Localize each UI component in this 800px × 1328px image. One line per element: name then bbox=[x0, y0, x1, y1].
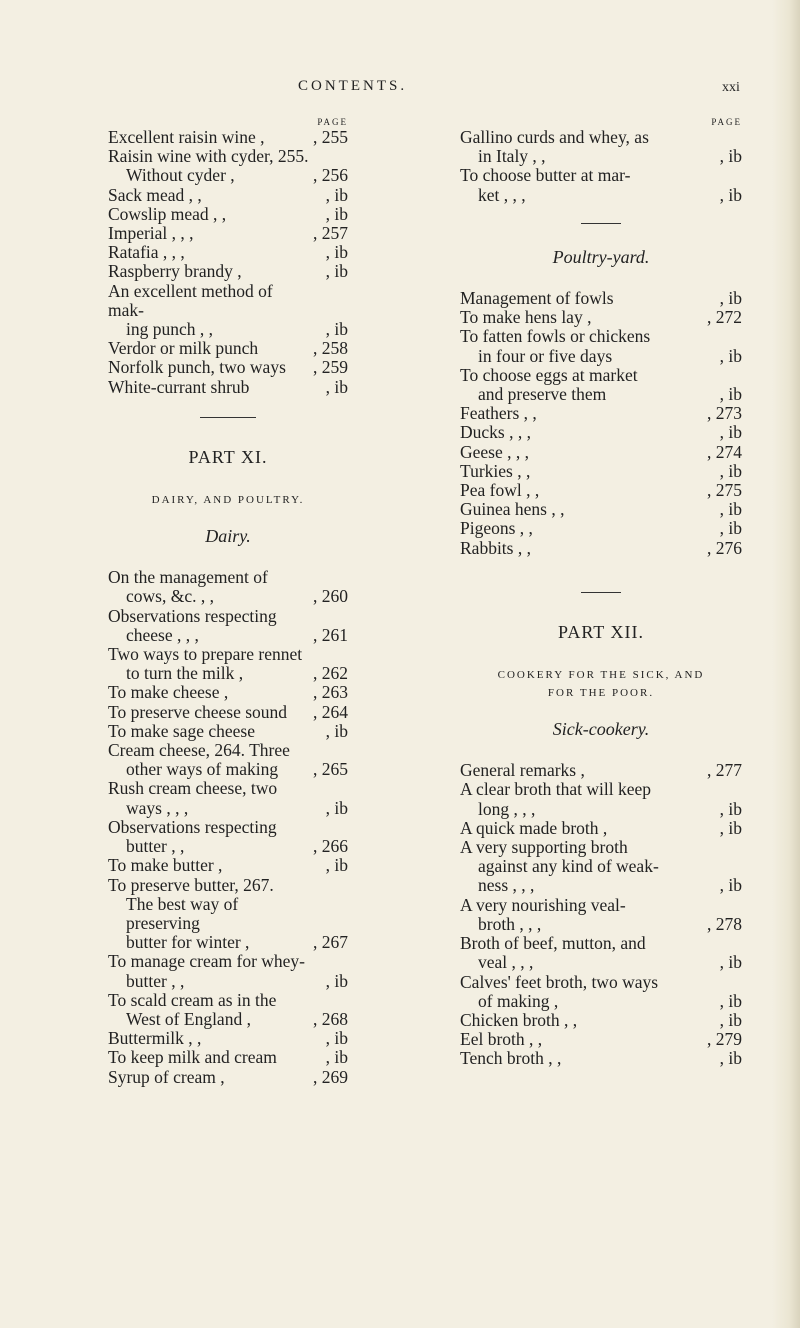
toc-entry bbox=[108, 645, 348, 664]
toc-entry bbox=[108, 837, 348, 856]
part-subtitle: DAIRY, AND POULTRY. bbox=[151, 494, 305, 507]
left-column bbox=[108, 116, 348, 1087]
entry-page: , ib bbox=[719, 345, 742, 366]
entry-title: Raspberry brandy , bbox=[108, 261, 242, 282]
entry-title: Geese , , , bbox=[460, 441, 530, 462]
entry-page: , ib bbox=[719, 460, 742, 481]
entry-title: ness , , , bbox=[478, 875, 535, 896]
toc-entry bbox=[460, 838, 742, 857]
toc-entry bbox=[460, 973, 742, 992]
entry-title: Excellent raisin wine , bbox=[108, 127, 265, 147]
page-column-label: PAGE bbox=[317, 117, 348, 127]
entry-title: Turkies , , bbox=[460, 460, 531, 481]
entry-title: The best way of preserving bbox=[126, 893, 239, 933]
entry-page: , ib bbox=[719, 1048, 742, 1069]
entry-title: butter , , bbox=[126, 970, 185, 991]
entry-list-dairy bbox=[108, 568, 348, 1086]
entry-title: veal , , , bbox=[478, 952, 534, 973]
entry-page: , 263 bbox=[313, 682, 348, 703]
entry-title: in Italy , , bbox=[478, 146, 546, 167]
entry-title: broth , , , bbox=[478, 913, 542, 934]
toc-entry bbox=[108, 607, 348, 626]
toc-entry bbox=[460, 166, 742, 185]
entry-page: , ib bbox=[719, 1009, 742, 1030]
entry-title: To choose butter at mar- bbox=[460, 165, 631, 186]
entry-list-top-right bbox=[460, 128, 742, 205]
toc-entry bbox=[108, 1010, 348, 1029]
toc-entry bbox=[460, 481, 742, 500]
entry-title: General remarks , bbox=[460, 760, 585, 781]
entry-title: against any kind of weak- bbox=[478, 856, 659, 877]
toc-entry bbox=[108, 147, 348, 166]
toc-entry bbox=[108, 128, 348, 147]
entry-page: , ib bbox=[719, 422, 742, 443]
toc-entry bbox=[108, 991, 348, 1010]
entry-title: Without cyder , bbox=[126, 165, 235, 186]
toc-entry bbox=[460, 934, 742, 953]
entry-page: , ib bbox=[719, 798, 742, 819]
entry-page: , ib bbox=[719, 952, 742, 973]
entry-title: other ways of making bbox=[126, 759, 279, 780]
entry-page: , ib bbox=[719, 875, 742, 896]
entry-title: butter for winter , bbox=[126, 932, 250, 953]
entry-page: , ib bbox=[325, 797, 348, 818]
entry-page: , 259 bbox=[313, 357, 348, 378]
entry-title: Chicken broth , , bbox=[460, 1009, 578, 1030]
toc-entry bbox=[460, 443, 742, 462]
toc-entry bbox=[108, 262, 348, 281]
toc-entry bbox=[108, 282, 348, 320]
entry-page: , 267 bbox=[313, 932, 348, 953]
toc-entry bbox=[460, 761, 742, 780]
entry-title: To preserve butter, 267. bbox=[108, 874, 274, 895]
entry-title: ket , , , bbox=[478, 184, 526, 205]
toc-entry bbox=[108, 626, 348, 645]
toc-entry bbox=[108, 933, 348, 952]
toc-entry bbox=[460, 992, 742, 1011]
entry-page: , ib bbox=[325, 242, 348, 263]
toc-entry bbox=[460, 819, 742, 838]
entry-page: , ib bbox=[325, 970, 348, 991]
entry-page: , 258 bbox=[313, 338, 348, 359]
entry-list-poultry bbox=[460, 289, 742, 558]
entry-title: Norfolk punch, two ways bbox=[108, 357, 286, 378]
entry-title: To make hens lay , bbox=[460, 307, 592, 328]
entry-title: A clear broth that will keep bbox=[460, 779, 651, 800]
entry-page: , ib bbox=[719, 288, 742, 309]
toc-entry bbox=[460, 327, 742, 346]
toc-entry bbox=[460, 289, 742, 308]
entry-page: , ib bbox=[325, 184, 348, 205]
entry-title: West of England , bbox=[126, 1008, 251, 1029]
entry-page: , 268 bbox=[313, 1008, 348, 1029]
entry-list-top-left bbox=[108, 128, 348, 397]
toc-entry bbox=[108, 972, 348, 991]
entry-title: Management of fowls bbox=[460, 288, 614, 309]
toc-entry bbox=[460, 857, 742, 876]
entry-page: , ib bbox=[325, 1047, 348, 1068]
toc-entry bbox=[108, 205, 348, 224]
entry-title: Two ways to prepare rennet bbox=[108, 644, 303, 665]
toc-entry bbox=[460, 347, 742, 366]
right-column bbox=[460, 116, 742, 1069]
entry-title: Gallino curds and whey, as bbox=[460, 127, 649, 147]
entry-page: , 277 bbox=[707, 760, 742, 781]
toc-entry bbox=[460, 519, 742, 538]
entry-page: , ib bbox=[325, 855, 348, 876]
entry-title: Calves' feet broth, two ways bbox=[460, 971, 659, 992]
toc-entry bbox=[108, 1068, 348, 1087]
entry-title: to turn the milk , bbox=[126, 663, 244, 684]
section-heading-dairy: Dairy. bbox=[205, 526, 251, 547]
toc-entry bbox=[108, 320, 348, 339]
toc-entry bbox=[108, 1048, 348, 1067]
section-divider bbox=[581, 223, 621, 224]
entry-title: To choose eggs at market bbox=[460, 364, 638, 385]
toc-entry bbox=[108, 587, 348, 606]
toc-entry bbox=[460, 876, 742, 895]
toc-entry bbox=[108, 568, 348, 587]
toc-entry bbox=[108, 186, 348, 205]
toc-entry bbox=[460, 147, 742, 166]
entry-page: , 262 bbox=[313, 663, 348, 684]
entry-page: , ib bbox=[325, 319, 348, 340]
toc-entry bbox=[460, 1049, 742, 1068]
toc-entry bbox=[108, 818, 348, 837]
entry-title: Rush cream cheese, two bbox=[108, 778, 278, 799]
toc-entry bbox=[108, 664, 348, 683]
entry-page: , ib bbox=[325, 261, 348, 282]
toc-entry bbox=[460, 1011, 742, 1030]
toc-entry bbox=[460, 780, 742, 799]
toc-entry bbox=[460, 385, 742, 404]
entry-title: Raisin wine with cyder, 255. bbox=[108, 146, 309, 167]
entry-page: , ib bbox=[325, 1028, 348, 1049]
entry-page: , ib bbox=[719, 384, 742, 405]
toc-entry bbox=[108, 224, 348, 243]
entry-page: , 279 bbox=[707, 1029, 742, 1050]
toc-entry bbox=[460, 915, 742, 934]
part-subtitle: FOR THE POOR. bbox=[547, 687, 655, 700]
toc-entry bbox=[108, 339, 348, 358]
entry-page: , 274 bbox=[707, 441, 742, 462]
toc-entry bbox=[108, 722, 348, 741]
entry-page: , 260 bbox=[313, 586, 348, 607]
entry-page: , 265 bbox=[313, 759, 348, 780]
part-title: PART XI. bbox=[188, 446, 268, 467]
entry-title: long , , , bbox=[478, 798, 536, 819]
entry-title: Imperial , , , bbox=[108, 223, 194, 244]
entry-page: , 278 bbox=[707, 913, 742, 934]
entry-title: ways , , , bbox=[126, 797, 189, 818]
running-head bbox=[0, 78, 800, 102]
entry-page: , ib bbox=[719, 817, 742, 838]
page-column-label: PAGE bbox=[711, 117, 742, 127]
entry-page: , 273 bbox=[707, 403, 742, 424]
entry-page: , 276 bbox=[707, 537, 742, 558]
page-edge-shadow bbox=[772, 0, 800, 1328]
toc-entry bbox=[108, 243, 348, 262]
entry-title: To fatten fowls or chickens bbox=[460, 326, 651, 347]
toc-entry bbox=[108, 856, 348, 875]
entry-title: in four or five days bbox=[478, 345, 613, 366]
toc-entry bbox=[460, 800, 742, 819]
section-heading-poultry: Poultry-yard. bbox=[552, 246, 650, 267]
entry-title: ing punch , , bbox=[126, 319, 214, 340]
entry-title: White-currant shrub bbox=[108, 376, 250, 397]
entry-title: To make butter , bbox=[108, 855, 223, 876]
entry-title: Eel broth , , bbox=[460, 1029, 543, 1050]
entry-title: A quick made broth , bbox=[460, 817, 608, 838]
toc-entry bbox=[460, 308, 742, 327]
toc-entry bbox=[108, 952, 348, 971]
toc-entry bbox=[460, 128, 742, 147]
entry-page: , 256 bbox=[313, 165, 348, 186]
toc-entry bbox=[460, 500, 742, 519]
section-heading-sick-cookery: Sick-cookery. bbox=[552, 719, 650, 740]
entry-page: , ib bbox=[325, 203, 348, 224]
entry-title: butter , , bbox=[126, 836, 185, 857]
entry-title: of making , bbox=[478, 990, 559, 1011]
part-subtitle: COOKERY FOR THE SICK, AND bbox=[497, 669, 705, 682]
entry-title: To manage cream for whey- bbox=[108, 951, 306, 972]
entry-page: , ib bbox=[325, 720, 348, 741]
entry-page: , ib bbox=[719, 990, 742, 1011]
entry-page: , ib bbox=[325, 376, 348, 397]
entry-title: Ducks , , , bbox=[460, 422, 531, 443]
entry-title: Rabbits , , bbox=[460, 537, 531, 558]
section-divider bbox=[581, 592, 621, 593]
toc-entry bbox=[460, 953, 742, 972]
entry-title: To make cheese , bbox=[108, 682, 229, 703]
entry-page: , ib bbox=[719, 518, 742, 539]
toc-entry bbox=[108, 799, 348, 818]
section-divider bbox=[200, 417, 256, 418]
entry-page: , ib bbox=[719, 146, 742, 167]
entry-title: To make sage cheese bbox=[108, 720, 255, 741]
toc-entry bbox=[460, 1030, 742, 1049]
entry-title: Buttermilk , , bbox=[108, 1028, 202, 1049]
running-head-title: CONTENTS. bbox=[298, 78, 408, 94]
toc-entry bbox=[108, 358, 348, 377]
entry-title: Ratafia , , , bbox=[108, 242, 185, 263]
page-number: xxi bbox=[722, 80, 740, 95]
entry-title: Broth of beef, mutton, and bbox=[460, 933, 646, 954]
entry-title: To scald cream as in the bbox=[108, 989, 277, 1010]
toc-entry bbox=[460, 404, 742, 423]
entry-title: cows, &c. , , bbox=[126, 586, 214, 607]
entry-page: , 266 bbox=[313, 836, 348, 857]
entry-title: Cowslip mead , , bbox=[108, 203, 227, 224]
entry-title: and preserve them bbox=[478, 384, 607, 405]
toc-entry bbox=[108, 378, 348, 397]
entry-page: , 264 bbox=[313, 701, 348, 722]
toc-entry bbox=[460, 462, 742, 481]
toc-entry bbox=[108, 166, 348, 185]
entry-title: A very nourishing veal- bbox=[460, 894, 626, 915]
entry-page: , 257 bbox=[313, 223, 348, 244]
entry-page: , ib bbox=[719, 499, 742, 520]
entry-page: , 272 bbox=[707, 307, 742, 328]
entry-page: , 255 bbox=[313, 127, 348, 147]
entry-title: A very supporting broth bbox=[460, 837, 628, 858]
toc-entry bbox=[460, 539, 742, 558]
toc-entry bbox=[460, 423, 742, 442]
entry-title: To keep milk and cream bbox=[108, 1047, 277, 1068]
entry-page: , 269 bbox=[313, 1066, 348, 1087]
entry-title: cheese , , , bbox=[126, 624, 199, 645]
part-title: PART XII. bbox=[558, 621, 644, 642]
entry-page: , ib bbox=[719, 184, 742, 205]
entry-title: Observations respecting bbox=[108, 816, 277, 837]
toc-entry bbox=[460, 896, 742, 915]
entry-title: Guinea hens , , bbox=[460, 499, 565, 520]
entry-title: Observations respecting bbox=[108, 605, 277, 626]
entry-title: To preserve cheese sound bbox=[108, 701, 288, 722]
entry-title: Sack mead , , bbox=[108, 184, 202, 205]
entry-title: Cream cheese, 264. Three bbox=[108, 740, 290, 761]
entry-title: Feathers , , bbox=[460, 403, 537, 424]
entry-title: Verdor or milk punch bbox=[108, 338, 259, 359]
toc-entry bbox=[108, 779, 348, 798]
toc-entry bbox=[108, 895, 348, 933]
toc-entry bbox=[460, 186, 742, 205]
entry-page: , 275 bbox=[707, 480, 742, 501]
entry-title: Syrup of cream , bbox=[108, 1066, 225, 1087]
toc-entry bbox=[108, 683, 348, 702]
entry-list-sick-cookery bbox=[460, 761, 742, 1068]
entry-page: , 261 bbox=[313, 624, 348, 645]
entry-title: An excellent method of mak- bbox=[108, 280, 273, 320]
toc-entry bbox=[108, 876, 348, 895]
entry-title: Pea fowl , , bbox=[460, 480, 540, 501]
entry-title: Tench broth , , bbox=[460, 1048, 562, 1069]
toc-entry bbox=[108, 760, 348, 779]
toc-entry bbox=[108, 703, 348, 722]
entry-title: On the management of bbox=[108, 567, 268, 588]
toc-entry bbox=[108, 1029, 348, 1048]
entry-title: Pigeons , , bbox=[460, 518, 533, 539]
toc-entry bbox=[108, 741, 348, 760]
toc-entry bbox=[460, 366, 742, 385]
